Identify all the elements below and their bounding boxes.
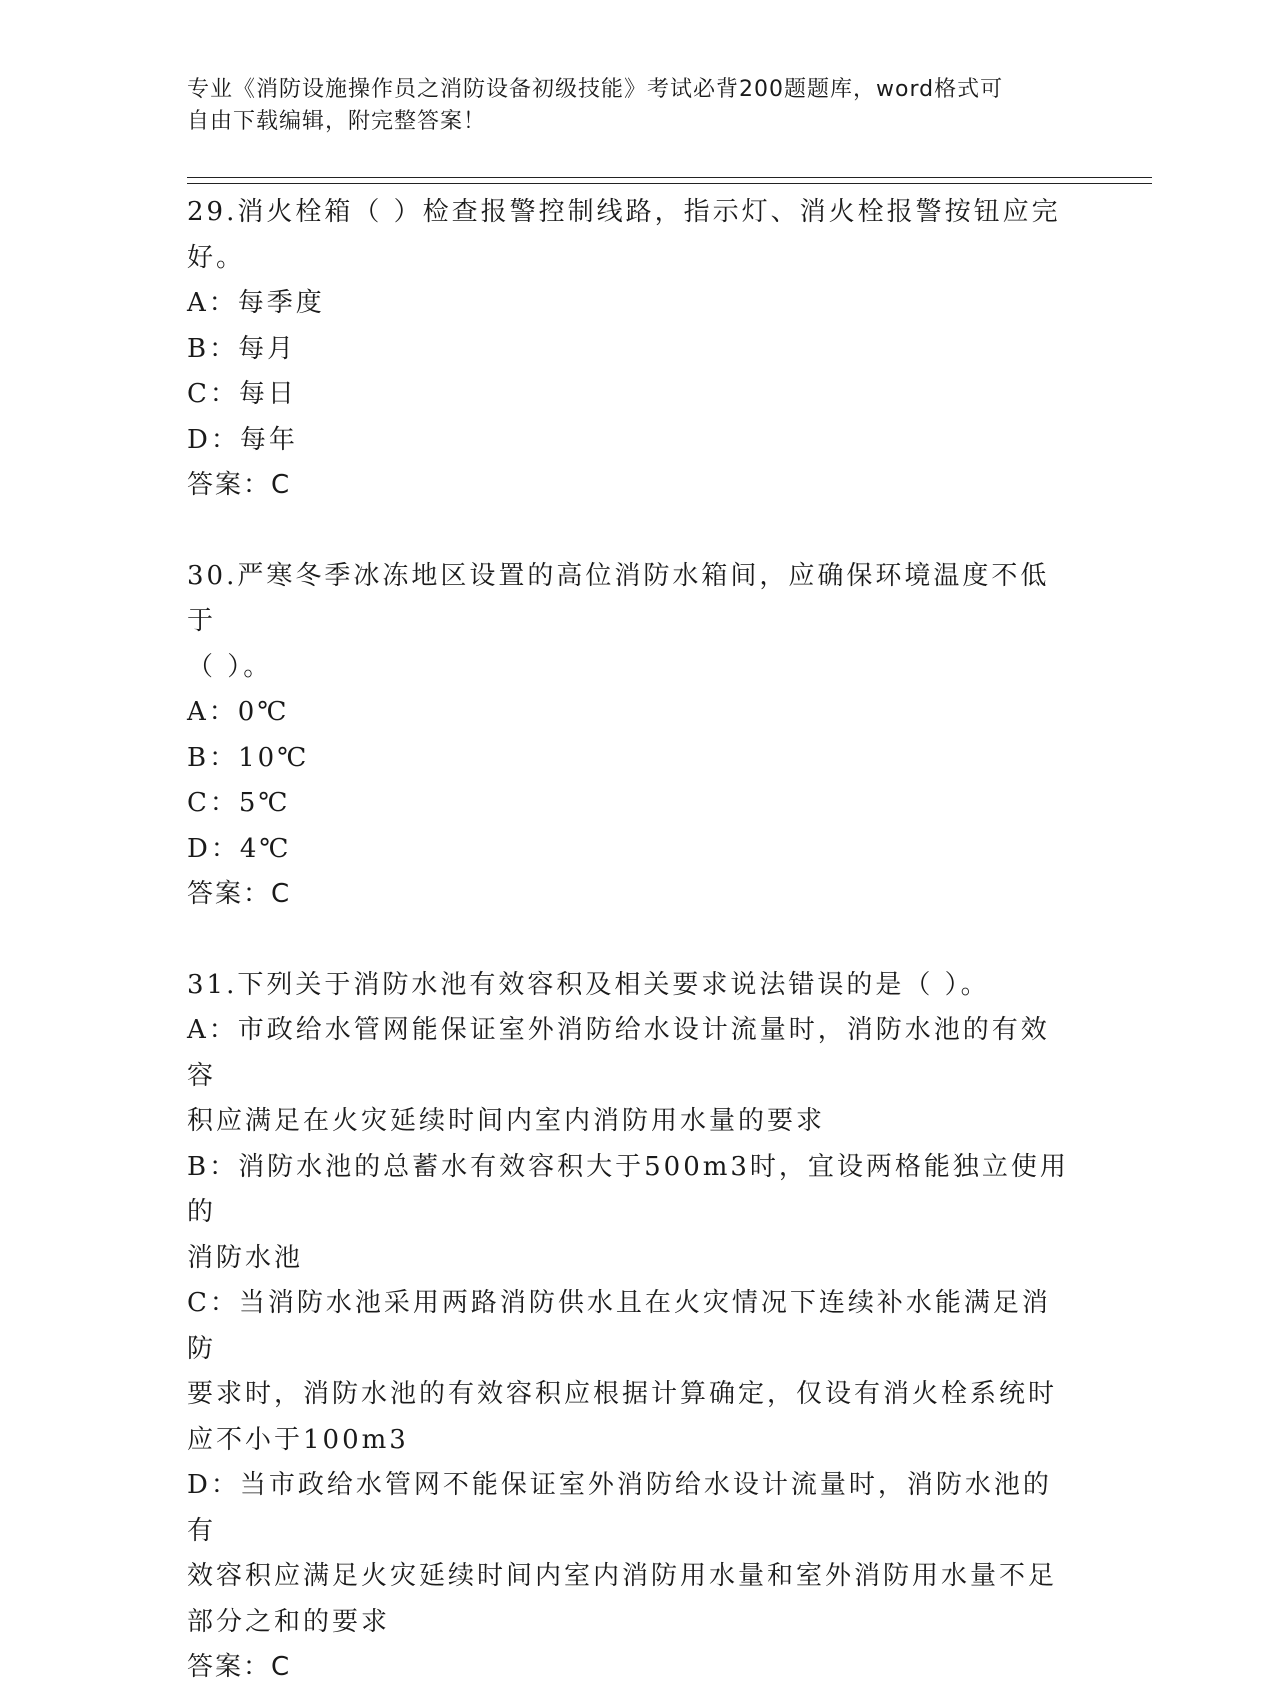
option-c: C：5℃ <box>187 788 291 818</box>
option-b: B：每月 <box>187 333 297 364</box>
option-d: D：4℃ <box>187 833 292 864</box>
answer: 答案：C <box>187 470 292 500</box>
header-divider-top <box>187 177 1152 178</box>
question-30 <box>187 554 1077 918</box>
question-31 <box>187 963 1077 1691</box>
header-line-1: 专业《消防设施操作员之消防设备初级技能》考试必背200题题库，word格式可 <box>187 77 1004 102</box>
answer: 答案：C <box>187 879 292 909</box>
header-line-2: 自由下载编辑，附完整答案！ <box>187 109 487 134</box>
option-c: C：每日 <box>187 379 297 409</box>
option-b-line: 消防水池 <box>187 1242 304 1273</box>
question-stem: 31.下列关于消防水池有效容积及相关要求说法错误的是（ ）。 <box>187 969 990 1000</box>
header-divider-bottom <box>187 183 1152 184</box>
option-d-line: 部分之和的要求 <box>187 1606 391 1637</box>
question-29 <box>187 190 1077 509</box>
spacer <box>187 918 1077 963</box>
question-stem: 好。 <box>187 242 246 273</box>
option-d: D：每年 <box>187 424 298 455</box>
option-c-line: 要求时，消防水池的有效容积应根据计算确定，仅设有消火栓系统时 <box>187 1379 1058 1409</box>
question-list <box>187 190 1077 1691</box>
answer: 答案：C <box>187 1652 292 1682</box>
question-stem: （ ）。 <box>187 651 273 682</box>
option-b: B：10℃ <box>187 742 310 773</box>
option-b-line: B：消防水池的总蓄水有效容积大于500m3时，宜设两格能独立使用的 <box>187 1151 1069 1227</box>
option-a: A：0℃ <box>187 697 290 727</box>
option-d-line: D：当市政给水管网不能保证室外消防给水设计流量时，消防水池的有 <box>187 1470 1052 1546</box>
option-a: A：每季度 <box>187 288 325 318</box>
option-c-line: 应不小于100m3 <box>187 1424 409 1455</box>
question-stem: 30.严寒冬季冰冻地区设置的高位消防水箱间，应确保环境温度不低于 <box>187 560 1050 636</box>
option-a-line: 积应满足在火灾延续时间内室内消防用水量的要求 <box>187 1106 826 1136</box>
option-c-line: C：当消防水池采用两路消防供水且在火灾情况下连续补水能满足消防 <box>187 1288 1051 1364</box>
question-stem: 29.消火栓箱（ ）检查报警控制线路，指示灯、消火栓报警按钮应完 <box>187 197 1061 227</box>
option-a-line: A：市政给水管网能保证室外消防给水设计流量时，消防水池的有效容 <box>187 1015 1050 1091</box>
option-d-line: 效容积应满足火灾延续时间内室内消防用水量和室外消防用水量不足 <box>187 1561 1058 1591</box>
document-header <box>187 74 1067 138</box>
spacer <box>187 509 1077 554</box>
